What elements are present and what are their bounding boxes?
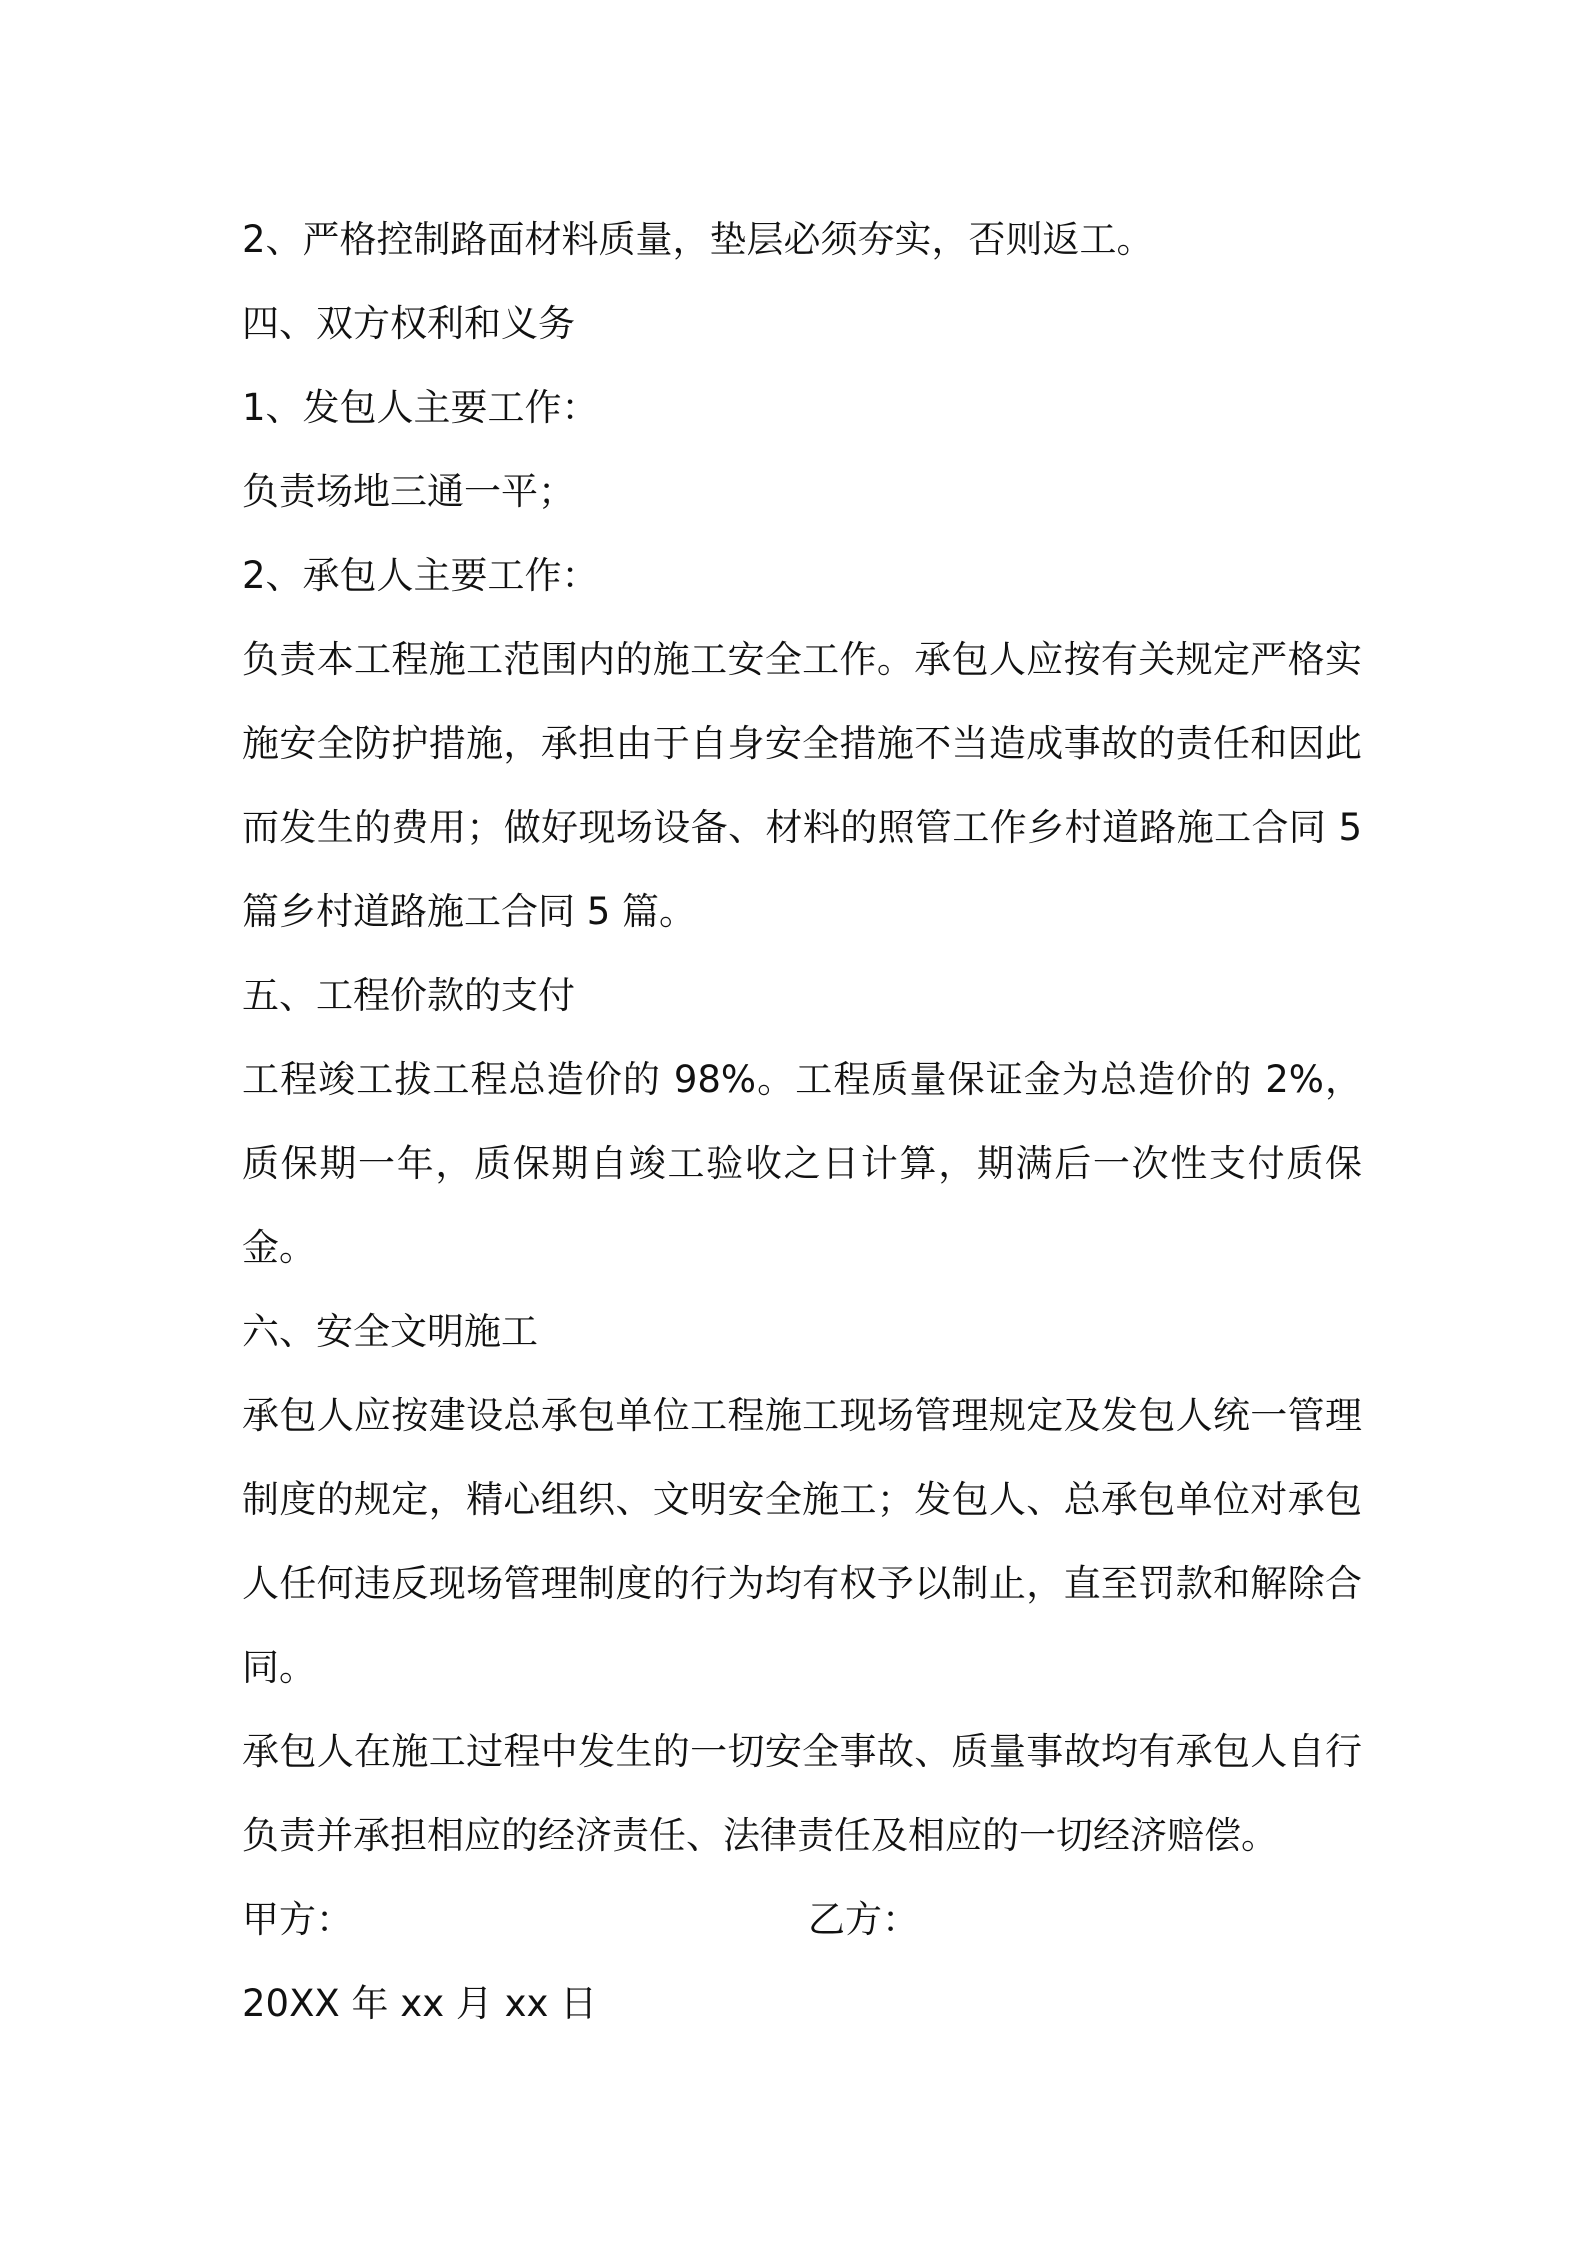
item-2-text: 2、严格控制路面材料质量，垫层必须夯实，否则返工。 <box>242 218 1154 261</box>
site-management-text: 承包人应按建设总承包单位工程施工现场管理规定及发包人统一管理制度的规定，精心组织、文明安全施工；发包人、总承包单位对承包人任何违反现场管理制度的行为均有权予以制止，直至罚款和解除合同。 <box>242 1394 1362 1689</box>
party-a-label: 甲方： <box>242 1898 353 1941</box>
employer-duties-heading: 1、发包人主要工作： <box>242 386 599 429</box>
employer-duties-text: 负责场地三通一平； <box>242 470 575 513</box>
party-b-label: 乙方： <box>808 1898 919 1941</box>
liability-text: 承包人在施工过程中发生的一切安全事故、质量事故均有承包人自行负责并承担相应的经济责任、法律责任及相应的一切经济赔偿。 <box>242 1730 1362 1857</box>
section-6-title: 六、安全文明施工 <box>242 1310 538 1353</box>
section-4-title: 四、双方权利和义务 <box>242 302 575 345</box>
document-body <box>242 198 1362 2046</box>
contractor-duties-heading: 2、承包人主要工作： <box>242 554 599 597</box>
section-5-title: 五、工程价款的支付 <box>242 974 575 1017</box>
signature-date: 20XX 年 xx 月 xx 日 <box>242 1982 598 2025</box>
payment-terms-text: 工程竣工拔工程总造价的 98%。工程质量保证金为总造价的 2%，质保期一年，质保期自竣工验收之日计算，期满后一次性支付质保金。 <box>242 1058 1362 1269</box>
contractor-duties-text: 负责本工程施工范围内的施工安全工作。承包人应按有关规定严格实施安全防护措施，承担由于自身安全措施不当造成事故的责任和因此而发生的费用；做好现场设备、材料的照管工作乡村道路施工合同 5 篇乡村道路施工合同 5 篇。 <box>242 638 1362 933</box>
signature-row <box>242 1878 1362 1962</box>
